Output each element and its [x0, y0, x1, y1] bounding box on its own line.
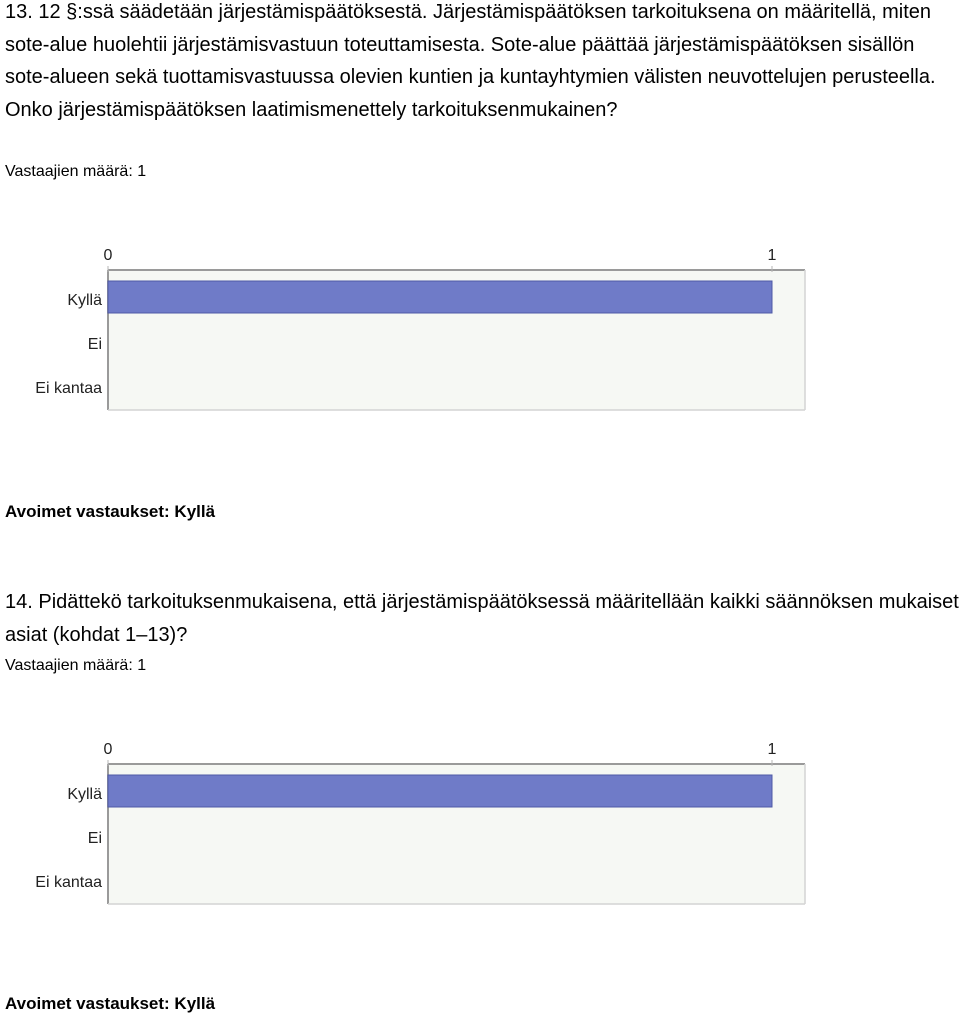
question-text: 13. 12 §:ssä säädetään järjestämispäätöksestä. Järjestämispäätöksen tarkoituksena on määritellä, miten sote-alue huolehtii järjestämisvastuun toteuttamisesta. Sote-alue päättää järjestämispäätöksen sisällön sote-alueen sekä tuottamisvastuussa olevien kuntien ja kuntayhtymien välisten neuvottelujen perusteella. Onko järjestämispäätöksen laatimismenettely tarkoituksenmukainen?: [5, 1, 936, 121]
category-label: Ei kantaa: [35, 874, 102, 891]
category-label: Ei: [87, 830, 102, 847]
bar: [108, 775, 772, 807]
category-label: Ei: [87, 336, 102, 353]
bar-chart-svg: [0, 240, 960, 420]
bar-chart: [0, 240, 960, 420]
bar-chart: [0, 734, 960, 914]
x-tick-label: 1: [767, 247, 777, 264]
category-label: Ei kantaa: [35, 380, 102, 397]
category-label: Kyllä: [67, 786, 102, 803]
bar: [108, 281, 772, 313]
x-tick-label: 0: [103, 741, 113, 758]
x-tick-label: 1: [767, 741, 777, 758]
category-label: Kyllä: [67, 292, 102, 309]
open-answers-label: Avoimet vastaukset: Kyllä: [5, 994, 216, 1013]
question-text: 14. Pidättekö tarkoituksenmukaisena, että järjestämispäätöksessä määritellään kaikki säännöksen mukaiset asiat (kohdat 1–13)?: [5, 591, 959, 646]
respondent-count: Vastaajien määrä: 1: [5, 657, 147, 674]
respondent-count: Vastaajien määrä: 1: [5, 163, 147, 180]
open-answers-label: Avoimet vastaukset: Kyllä: [5, 502, 216, 521]
bar-chart-svg: [0, 734, 960, 914]
x-tick-label: 0: [103, 247, 113, 264]
